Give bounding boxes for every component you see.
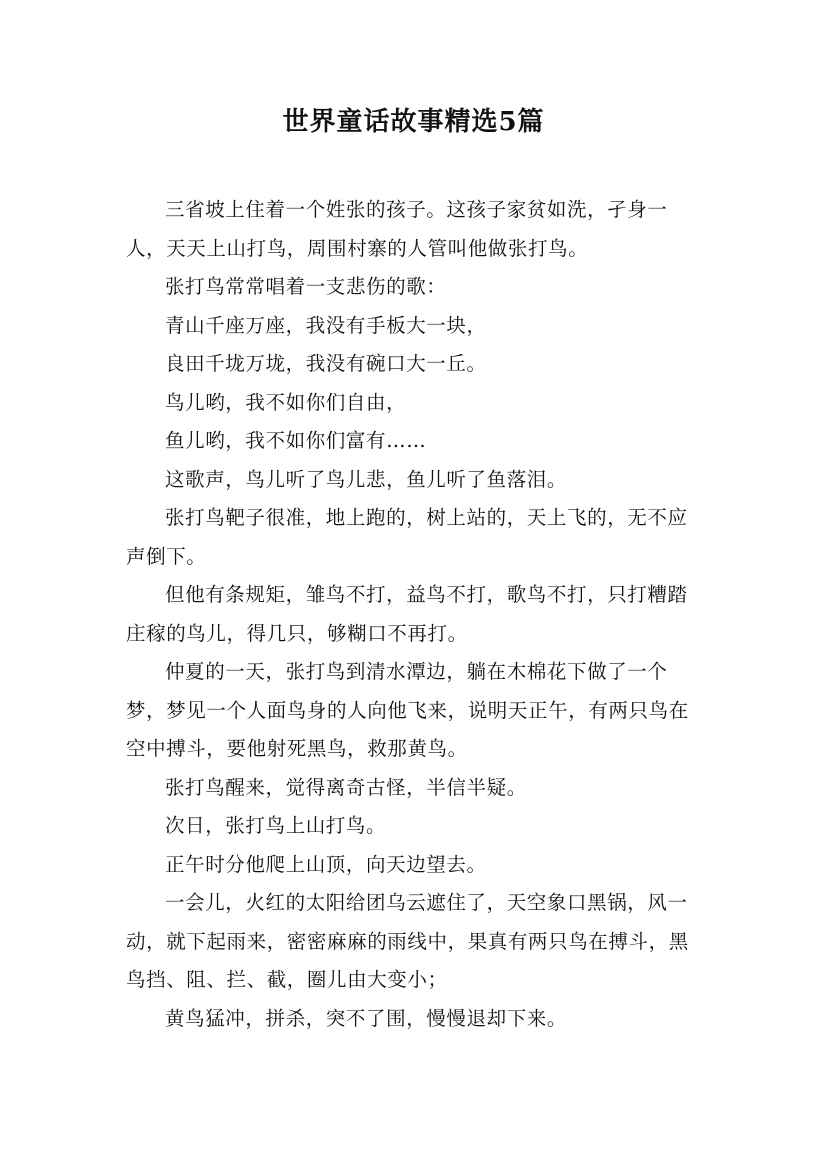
paragraph: 黄鸟猛冲，拼杀，突不了围，慢慢退却下来。 (165, 1006, 568, 1030)
document-body (126, 191, 706, 1038)
paragraph: 一会儿，火红的太阳给团乌云遮住了，天空象口黑锅，风一动，就下起雨来，密密麻麻的雨线中，果真有两只鸟在搏斗，黑鸟挡、阻、拦、截，圈儿由大变小； (126, 891, 689, 991)
paragraph: 青山千座万座，我没有手板大一块， (165, 313, 487, 337)
paragraph: 次日，张打鸟上山打鸟。 (165, 814, 387, 837)
paragraph: 鱼儿哟，我不如你们富有…… (165, 429, 427, 452)
paragraph: 张打鸟靶子很准，地上跑的，树上站的，天上飞的，无不应声倒下。 (126, 506, 688, 568)
paragraph: 正午时分他爬上山顶，向天边望去。 (165, 852, 487, 876)
paragraph: 良田千垅万垅，我没有碗口大一丘。 (165, 352, 487, 375)
paragraph: 张打鸟常常唱着一支悲伤的歌： (165, 275, 447, 298)
paragraph: 这歌声，鸟儿听了鸟儿悲，鱼儿听了鱼落泪。 (165, 467, 568, 491)
paragraph: 仲夏的一天，张打鸟到清水潭边，躺在木棉花下做了一个梦，梦见一个人面鸟身的人向他飞来，说明天正午，有两只鸟在空中搏斗，要他射死黑鸟，救那黄鸟。 (126, 660, 689, 760)
paragraph: 三省坡上住着一个姓张的孩子。这孩子家贫如洗，孑身一人，天天上山打鸟，周围村寨的人管叫他做张打鸟。 (126, 198, 668, 260)
document-title: 世界童话故事精选5篇 (282, 107, 545, 137)
paragraph: 鸟儿哟，我不如你们自由， (165, 390, 407, 414)
paragraph: 但他有条规矩，雏鸟不打，益鸟不打，歌鸟不打，只打糟踏庄稼的鸟儿，得几只，够糊口不再打。 (126, 583, 688, 645)
paragraph: 张打鸟醒来，觉得离奇古怪，半信半疑。 (165, 775, 527, 799)
